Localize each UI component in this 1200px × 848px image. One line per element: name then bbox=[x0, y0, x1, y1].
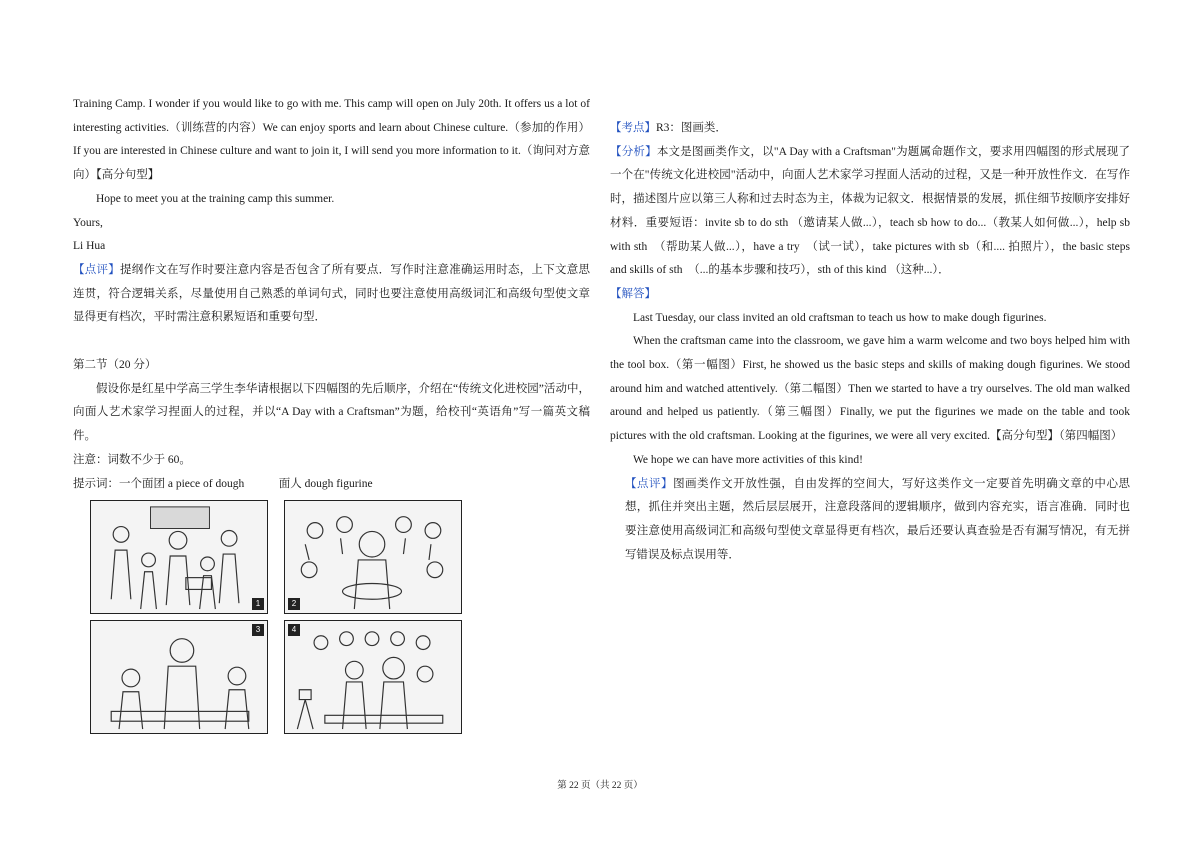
letter-body: Training Camp. I wonder if you would like to go with me. This camp will open on July 20th. It offers us a lot of interesting activities.（训练营的内容）We can enjoy sports and learn about Chinese culture.（参加的作用）If you are interested in Chinese culture and want to join it, I will send you more information to it.（询问对方意向）【高分句型】 bbox=[73, 98, 590, 182]
picture-1 bbox=[90, 500, 268, 614]
word-count-note: 注意：词数不少于 60。 bbox=[73, 453, 191, 466]
answer-tag: 【解答】 bbox=[610, 287, 656, 300]
classroom-welcome-illustration bbox=[91, 501, 267, 613]
analysis-tag: 【分析】 bbox=[610, 145, 657, 158]
review-tag: 【点评】 bbox=[624, 477, 674, 490]
section-title: 第二节（20 分） bbox=[73, 359, 157, 372]
comment-text: 提纲作文在写作时要注意内容是否包含了所有要点．写作时注意准确运用时态，上下文意思连贯，符合逻辑关系，尽量使用自己熟悉的单词句式，同时也要注意使用高级词汇和高级句型使文章显得更有档次，平时需注意积累短语和重要句型． bbox=[73, 263, 591, 324]
answer-paragraph-3: We hope we can have more activities of this kind! bbox=[633, 453, 863, 466]
hint-words: 提示词：一个面团 a piece of dough 面人 dough figurine bbox=[73, 477, 373, 490]
picture-number: 1 bbox=[252, 598, 264, 610]
picture-number: 4 bbox=[288, 624, 300, 636]
picture-3 bbox=[90, 620, 268, 734]
closing-wish: Hope to meet you at the training camp this summer. bbox=[96, 192, 335, 205]
picture-4 bbox=[284, 620, 462, 734]
craftsman-demonstration-illustration bbox=[285, 501, 461, 613]
picture-2 bbox=[284, 500, 462, 614]
signature: Li Hua bbox=[73, 240, 106, 253]
comment-tag: 【点评】 bbox=[73, 263, 121, 276]
group-photo-illustration bbox=[285, 621, 461, 733]
picture-number: 3 bbox=[252, 624, 264, 636]
signoff: Yours, bbox=[73, 216, 103, 229]
review-text: 图画类作文开放性强，自由发挥的空间大，写好这类作文一定要首先明确文章的中心思想，抓住并突出主题，然后层层展开，注意段落间的逻辑顺序，做到内容充实，语言准确．同时也要注意使用高级词汇和高级句型使文章显得更有档次，最后还要认真查验是否有漏写情况，有无拼写错误及标点误用等． bbox=[624, 477, 1130, 561]
four-picture-panel bbox=[90, 500, 462, 738]
point-text: R3：图画类． bbox=[656, 122, 727, 134]
answer-paragraph-2: When the craftsman came into the classroom, we gave him a warm welcome and two boys helped him with the tool box.（第一幅图）First, he showed us the basic steps and skills of making dough figurines. We stood around him and watched attentively.（第二幅图）Then we started to have a try ourselves. The old man walked around and helped us patiently.（第三幅图）Finally, we put the figurines we made on the table and took pictures with the old craftsman. Looking at the figurines, we were all very excited.【高分句型】（第四幅图） bbox=[610, 335, 1130, 443]
point-tag: 【考点】 bbox=[610, 122, 656, 134]
answer-heading bbox=[610, 283, 1130, 307]
right-column bbox=[610, 117, 1130, 567]
point-paragraph bbox=[610, 117, 1130, 141]
answer-paragraph-1: Last Tuesday, our class invited an old craftsman to teach us how to make dough figurines. bbox=[633, 311, 1047, 324]
students-trying-illustration bbox=[91, 621, 267, 733]
page-footer: 第 22 页（共 22 页） bbox=[557, 781, 643, 791]
analysis-text: 本文是图画类作文，以"A Day with a Craftsman"为题属命题作文，要求用四幅图的形式展现了一个在"传统文化进校园"活动中，向面人艺术家学习捏面人活动的过程，又是一种开放性作文．在写作时，描述图片应以第三人称和过去时态为主，体裁为记叙文．根据情景的发展，抓住细节按顺序安排好材料．重要短语：invite sb to do sth （邀请某人做...），teach sb how to do...（教某人如何做...），help sb with sth （帮助某人做...），have a try （试一试），take pictures with sb（和.... 拍照片），the basic steps and skills of sth （...的基本步骤和技巧），sth of this kind （这种...）． bbox=[610, 145, 1130, 277]
left-column bbox=[73, 93, 590, 496]
picture-number: 2 bbox=[288, 598, 300, 610]
review-paragraph bbox=[610, 473, 1130, 568]
analysis-paragraph bbox=[610, 141, 1130, 283]
comment-paragraph bbox=[73, 259, 590, 330]
task-text: 假设你是红星中学高三学生李华请根据以下四幅图的先后顺序，介绍在“传统文化进校园”活动中，向面人艺术家学习捏面人的过程，并以“A Day with a Craftsman”为题，给校刊“英语角”写一篇英文稿件。 bbox=[73, 382, 590, 443]
